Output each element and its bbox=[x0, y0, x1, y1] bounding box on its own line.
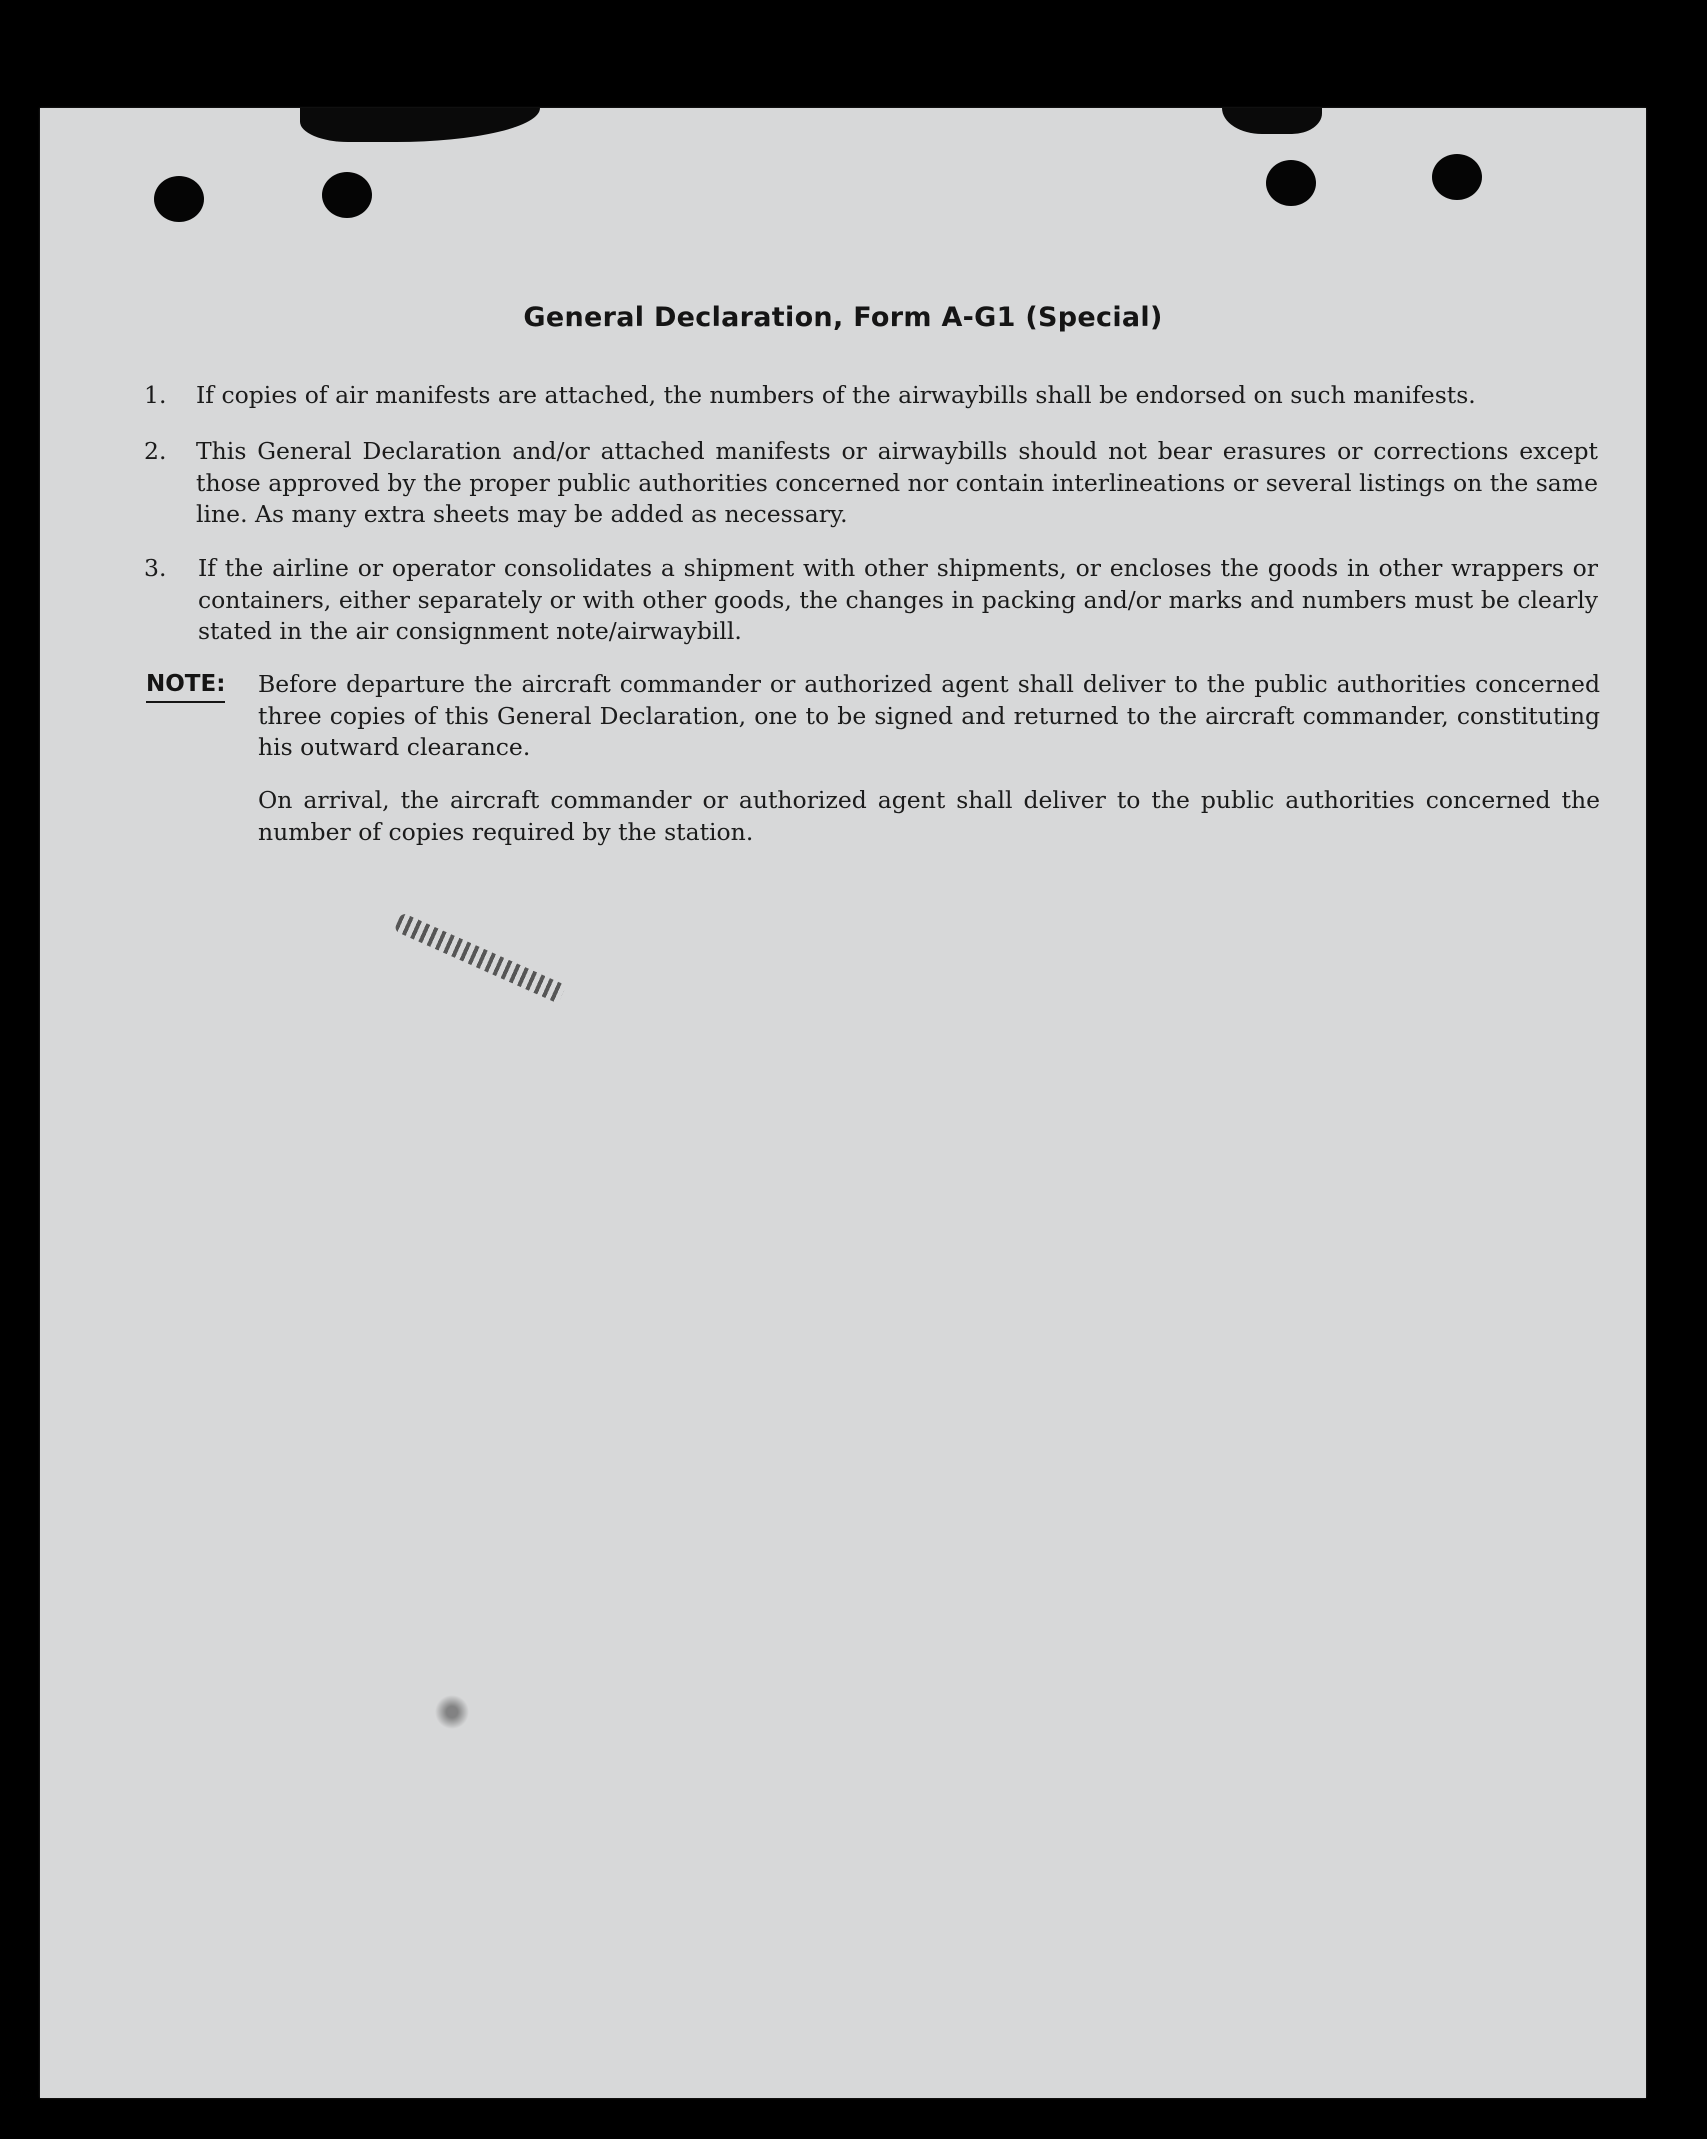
note-label: NOTE: bbox=[146, 669, 225, 703]
note-paragraph: Before departure the aircraft commander or authorized agent shall deliver to the public authorities concerned three copies of this General Declaration, one to be signed and returned to the aircraft commander, constituting his outward clearance. bbox=[258, 670, 1600, 761]
note-paragraph: On arrival, the aircraft commander or authorized agent shall deliver to the public authorities concerned the number of copies required by the station. bbox=[258, 786, 1600, 846]
torn-edge-mark bbox=[1222, 108, 1322, 134]
item-text: If copies of air manifests are attached, the numbers of the airwaybills shall be endorsed on such manifests. bbox=[196, 381, 1476, 409]
item-number: 1. bbox=[144, 381, 167, 409]
item-number: 3. bbox=[144, 554, 167, 582]
document-title: General Declaration, Form A-G1 (Special) bbox=[523, 302, 1163, 333]
item-text: This General Declaration and/or attached manifests or airwaybills should not bear erasures or corrections except those approved by the proper public authorities concerned nor contain interlineations or several listings on the same line. As many extra sheets may be added as necessary. bbox=[196, 437, 1598, 528]
punch-hole bbox=[322, 172, 372, 218]
ink-stamp-smudge bbox=[394, 912, 567, 1003]
item-text: If the airline or operator consolidates a shipment with other shipments, or encloses the goods in other wrappers or containers, either separately or with other goods, the changes in packing and/or marks and numbers must be clearly stated in the air consignment note/airwaybill. bbox=[198, 554, 1598, 645]
torn-edge-mark bbox=[300, 108, 540, 142]
document-page bbox=[40, 108, 1646, 2098]
punch-hole bbox=[1432, 154, 1482, 200]
item-number: 2. bbox=[144, 437, 167, 465]
ink-speck bbox=[432, 1692, 472, 1732]
punch-hole bbox=[154, 176, 204, 222]
punch-hole bbox=[1266, 160, 1316, 206]
